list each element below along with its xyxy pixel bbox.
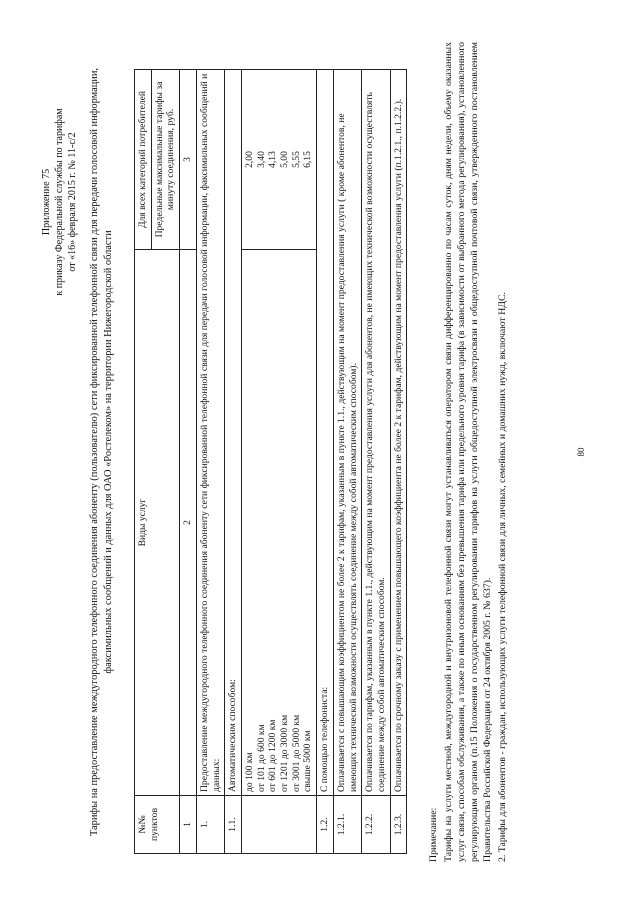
row-number: 1. — [196, 796, 224, 854]
empty-cell — [241, 796, 316, 854]
table-header-row — [135, 70, 152, 854]
distance-label: свыше 5000 км — [302, 730, 314, 792]
rotated-sheet — [40, 22, 600, 882]
row-text: Предоставление междугородного телефонного соединения абоненту сети фиксированной телефонной связи для передачи голосовой информации, факсимильных сообщений и данных: — [196, 70, 224, 796]
table-row — [362, 70, 390, 854]
table-row — [317, 70, 334, 854]
tariff-value: 2,00 — [243, 151, 255, 168]
row-text: Автоматическим способом: — [225, 70, 242, 796]
row-text: Оплачивается по срочному заказу с применением повышающего коэффициента не более 2 к тарифам, действующим на момент предоставления услуги (п.1.2.1., п.1.2.2.). — [390, 70, 407, 796]
appendix-order: к приказу Федеральной службы по тарифам — [54, 108, 65, 296]
header-service: Виды услуг — [135, 250, 180, 796]
row-text: Оплачивается с повышающим коэффициентом не более 2 к тарифам, указанным в пункте 1.1., действующим на момент предоставления услуги ( кроме абонентов, не имеющих технической возможности осуществлять соединение между собой автоматическим способом). — [333, 70, 361, 796]
tariff-values — [241, 70, 316, 250]
header-number: №№ пунктов — [135, 796, 180, 854]
document-title: Тарифы на предоставление междугородного телефонного соединения абоненту (пользователю) сети фиксированной телефонной связи для передачи голосовой информации, факсимильных сообщений и данных для ОАО «Ростелеком» на территории Нижегородской области — [89, 67, 114, 837]
distance-rows — [241, 70, 316, 854]
header-tariff: Предельные максимальные тарифы за минуту соединения, руб. — [151, 70, 179, 250]
table-row — [196, 70, 224, 854]
table-row — [390, 70, 407, 854]
notes-heading: Примечание: — [428, 807, 439, 862]
tariff-value: 6,15 — [302, 151, 314, 168]
index-3: 3 — [180, 70, 197, 250]
table-row — [225, 70, 242, 854]
distance-label: от 1201 до 3000 км — [279, 714, 291, 792]
appendix-number: Приложение 75 — [41, 168, 52, 236]
distance-label: от 3001 до 5000 км — [290, 714, 302, 792]
tariff-value: 3,40 — [255, 151, 267, 168]
row-number: 1.2. — [317, 796, 334, 854]
note-paragraph-2: 2. Тарифы для абонентов - граждан, использующих услуги телефонной связи для личных, семейных и домашних нужд, включают НДС. — [496, 292, 508, 862]
tariff-value: 4,13 — [267, 151, 279, 168]
tariff-table — [134, 69, 407, 854]
tariff-value: 5,55 — [290, 151, 302, 168]
distance-labels — [241, 250, 316, 796]
table-row — [333, 70, 361, 854]
row-number: 1.1. — [225, 796, 242, 854]
appendix-date: от «16» февраля 2015 г. № 11-с/2 — [67, 132, 78, 272]
index-2: 2 — [180, 250, 197, 796]
row-text: Оплачивается по тарифам, указанным в пункте 1.1., действующим на момент предоставления услуги для абонентов, не имеющих технической возможности осуществлять соединение между собой автоматическим способом. — [362, 70, 390, 796]
row-number: 1.2.3. — [390, 796, 407, 854]
index-1: 1 — [180, 796, 197, 854]
page-number: 80 — [576, 447, 586, 457]
row-number: 1.2.2. — [362, 796, 390, 854]
notes-section — [428, 42, 512, 862]
distance-label: от 601 до 1200 км — [267, 719, 279, 792]
distance-label: до 100 км — [243, 752, 255, 792]
table-index-row — [180, 70, 197, 854]
row-number: 1.2.1. — [333, 796, 361, 854]
note-paragraph-1: Тарифы на услуги местной, междугородной и внутризоновой телефонной связи могут устанавливаться оператором связи дифференцированно по часам суток, дням недели, объему оказанных услуг связи, способам обслуживания, а также по иным основаниям без превышения тарифа или предельного уровня тарифа (в зависимости от выбранного метода регулирования), установленного регулирующим органом (п.15 Положения о государственном регулировании тарифов на услуги общедоступной электросвязи и общедоступной почтовой связи, утвержденного постановлением Правительства Российской Федерации от 24 октября 2005 г. № 637). — [442, 42, 493, 862]
row-text: С помощью телефониста: — [317, 70, 334, 796]
appendix-header — [40, 52, 79, 352]
tariff-value: 5,00 — [279, 151, 291, 168]
header-consumers: Для всех категорий потребителей — [135, 70, 152, 250]
distance-label: от 101 до 600 км — [255, 724, 267, 792]
